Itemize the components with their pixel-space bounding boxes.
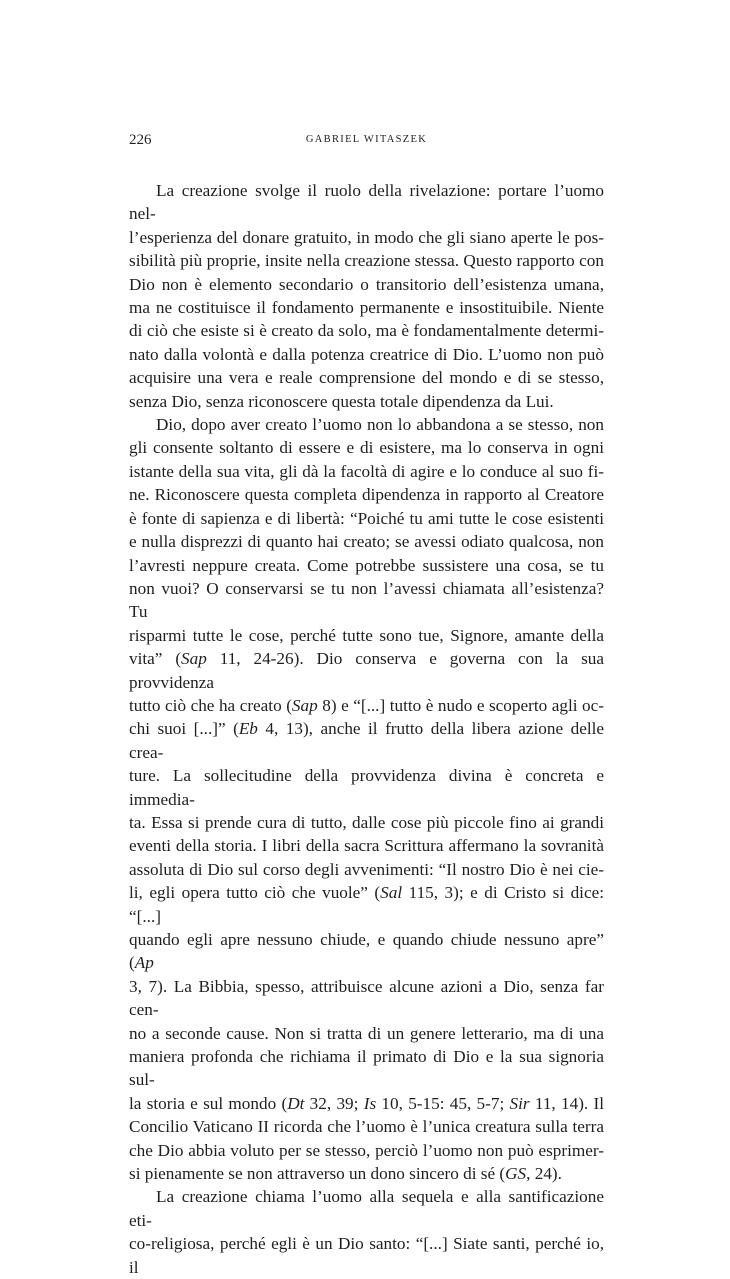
text-line: quando egli apre nessuno chiude, e quando chiude nessuno apre” (Ap: [129, 930, 604, 973]
citation-abbrev: GS: [505, 1164, 527, 1184]
page-number: 226: [129, 132, 152, 148]
text-line: acquisire una vera e reale comprensione del mondo e di se stesso,: [129, 368, 604, 388]
text-line: maniera profonda che richiama il primato di Dio e la sua signoria sul-: [129, 1047, 604, 1090]
paragraph: [129, 413, 604, 1185]
text-line: co-religiosa, perché egli è un Dio santo: “[...] Siate santi, perché io, il: [129, 1234, 604, 1277]
text-line: li, egli opera tutto ciò che vuole” (Sal 115, 3); e di Cristo si dice: “[...]: [129, 883, 604, 926]
citation-abbrev: Eb: [238, 719, 258, 739]
text-line: gli consente soltanto di essere e di esistere, ma lo conserva in ogni: [129, 438, 604, 458]
text-line: non vuoi? O conservarsi se tu non l’avessi chiamata all’esistenza? Tu: [129, 578, 604, 622]
paragraph: [129, 1185, 604, 1279]
page-header: [129, 132, 604, 152]
text-line: è fonte di sapienza e di libertà: “Poiché tu ami tutte le cose esistenti: [129, 508, 604, 528]
text-line: no a seconde cause. Non si tratta di un genere letterario, ma di una: [129, 1023, 604, 1043]
text-line: ma ne costituisce il fondamento permanente e insostituibile. Niente: [129, 298, 604, 318]
citation-abbrev: Sap: [181, 649, 207, 669]
text-line: che Dio abbia voluto per se stesso, perciò l’uomo non può esprimer-: [129, 1140, 604, 1160]
text-line: Dio non è elemento secondario o transitorio dell’esistenza umana,: [129, 274, 604, 294]
text-line: nato dalla volontà e dalla potenza creatrice di Dio. L’uomo non può: [129, 344, 604, 364]
text-line: eventi della storia. I libri della sacra Scrittura affermano la sovranità: [129, 836, 604, 856]
text-line: assoluta di Dio sul corso degli avvenimenti: “Il nostro Dio è nei cie-: [129, 859, 604, 879]
paragraph: [129, 179, 604, 413]
text-line: l’avresti neppure creata. Come potrebbe sussistere una cosa, se tu: [129, 555, 604, 575]
text-line: chi suoi [...]” (Eb 4, 13), anche il frutto della libera azione delle crea-: [129, 719, 604, 762]
text-line: sibilità più proprie, insite nella creazione stessa. Questo rapporto con: [129, 251, 604, 271]
citation-abbrev: Dt: [287, 1093, 305, 1113]
text-line: Dio, dopo aver creato l’uomo non lo abbandona a se stesso, non: [156, 415, 604, 435]
running-head: GABRIEL WITASZEK: [305, 134, 428, 145]
text-line: Concilio Vaticano II ricorda che l’uomo è l’unica creatura sulla terra: [129, 1117, 604, 1137]
citation-abbrev: Is: [363, 1093, 377, 1113]
text-line: La creazione chiama l’uomo alla sequela e alla santificazione eti-: [129, 1187, 604, 1230]
text-line: La creazione svolge il ruolo della rivelazione: portare l’uomo nel-: [129, 181, 604, 224]
text-line: l’esperienza del donare gratuito, in modo che gli siano aperte le pos-: [129, 227, 604, 247]
text-line: istante della sua vita, gli dà la facoltà di agire e lo conduce al suo fi-: [129, 461, 604, 481]
text-line: di ciò che esiste si è creato da solo, ma è fondamentalmente determi-: [129, 321, 604, 341]
citation-abbrev: Sir: [509, 1093, 530, 1113]
text-line: ta. Essa si prende cura di tutto, dalle cose più piccole fino ai grandi: [129, 812, 604, 832]
text-line: 3, 7). La Bibbia, spesso, attribuisce alcune azioni a Dio, senza far cen-: [129, 976, 604, 1020]
text-line: ne. Riconoscere questa completa dipendenza in rapporto al Creatore: [129, 485, 604, 505]
text-line: e nulla disprezzi di quanto hai creato; se avessi odiato qualcosa, non: [129, 532, 604, 552]
text-line: ture. La sollecitudine della provvidenza divina è concreta e immedia-: [129, 766, 604, 809]
text-line: vita” (Sap 11, 24-26). Dio conserva e governa con la sua provvidenza: [129, 649, 604, 692]
citation-abbrev: Ap: [134, 953, 154, 973]
text-line: si pienamente se non attraverso un dono sincero di sé (GS, 24).: [129, 1164, 562, 1184]
citation-abbrev: Sap: [291, 695, 318, 715]
text-line: risparmi tutte le cose, perché tutte sono tue, Signore, amante della: [129, 625, 604, 645]
body-text: [129, 179, 604, 1279]
text-line: tutto ciò che ha creato (Sap 8) e “[...] tutto è nudo e scoperto agli oc-: [129, 695, 604, 715]
text-line: senza Dio, senza riconoscere questa totale dipendenza da Lui.: [129, 391, 554, 411]
text-line: la storia e sul mondo (Dt 32, 39; Is 10, 5-15: 45, 5-7; Sir 11, 14). Il: [129, 1093, 605, 1113]
citation-abbrev: Sal: [380, 883, 403, 903]
